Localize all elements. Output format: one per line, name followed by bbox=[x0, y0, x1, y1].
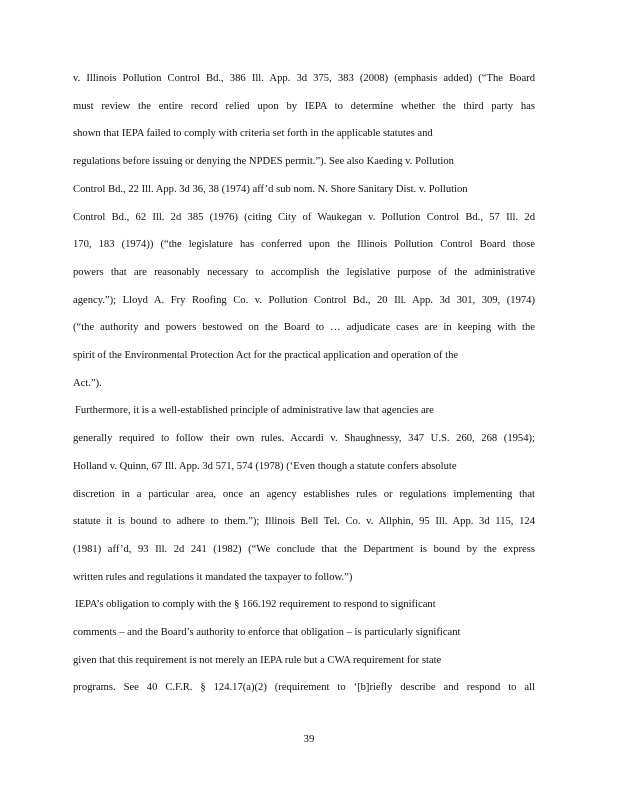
text-line: powers that are reasonably necessary to accomplish the legislative purpose of the administrative bbox=[73, 266, 535, 278]
text-line: IEPA’s obligation to comply with the § 166.192 requirement to respond to significant bbox=[75, 599, 436, 611]
text-line: (1981) aff’d, 93 Ill. 2d 241 (1982) (“We conclude that the Department is bound by the express bbox=[73, 543, 535, 555]
text-line: v. Illinois Pollution Control Bd., 386 Ill. App. 3d 375, 383 (2008) (emphasis added) (“The Board bbox=[73, 73, 535, 84]
text-line: shown that IEPA failed to comply with criteria set forth in the applicable statutes and bbox=[73, 128, 433, 140]
text-line: must review the entire record relied upon by IEPA to determine whether the third party has bbox=[73, 100, 535, 112]
text-line: Holland v. Quinn, 67 Ill. App. 3d 571, 574 (1978) (‘Even though a statute confers absolute bbox=[73, 460, 457, 472]
text-line: statute it is bound to adhere to them.”); Illinois Bell Tel. Co. v. Allphin, 95 Ill. App. 3d 115, 124 bbox=[73, 516, 535, 528]
text-line: Control Bd., 22 Ill. App. 3d 36, 38 (1974) aff’d sub nom. N. Shore Sanitary Dist. v. Pollution bbox=[73, 183, 468, 195]
text-line: comments – and the Board’s authority to enforce that obligation – is particularly significant bbox=[73, 627, 461, 638]
text-line: spirit of the Environmental Protection Act for the practical application and operation of the bbox=[73, 350, 459, 361]
text-line: generally required to follow their own rules. Accardi v. Shaughnessy, 347 U.S. 260, 268 (1954); bbox=[73, 433, 535, 445]
text-line: Furthermore, it is a well-established principle of administrative law that agencies are bbox=[75, 405, 434, 417]
text-line: Act.”). bbox=[73, 377, 102, 389]
text-line: 170, 183 (1974)) (“the legislature has conferred upon the Illinois Pollution Control Board those bbox=[73, 239, 535, 251]
text-line: discretion in a particular area, once an agency establishes rules or regulations implementing that bbox=[73, 488, 535, 500]
text-line: Control Bd., 62 Ill. 2d 385 (1976) (citing City of Waukegan v. Pollution Control Bd., 57 Ill. 2d bbox=[73, 211, 535, 223]
text-line: regulations before issuing or denying the NPDES permit.”). See also Kaeding v. Pollution bbox=[73, 156, 454, 168]
text-line: written rules and regulations it mandated the taxpayer to follow.”) bbox=[73, 571, 353, 583]
text-line: programs. See 40 C.F.R. § 124.17(a)(2) (requirement to ‘[b]riefly describe and respond to all bbox=[73, 682, 535, 694]
text-line: agency.”); Lloyd A. Fry Roofing Co. v. Pollution Control Bd., 20 Ill. App. 3d 301, 309, (1974) bbox=[73, 294, 535, 306]
text-line: given that this requirement is not merely an IEPA rule but a CWA requirement for state bbox=[73, 654, 442, 666]
page-number: 39 bbox=[303, 733, 315, 745]
text-line: (“the authority and powers bestowed on the Board to … adjudicate cases are in keeping with the bbox=[73, 322, 535, 334]
